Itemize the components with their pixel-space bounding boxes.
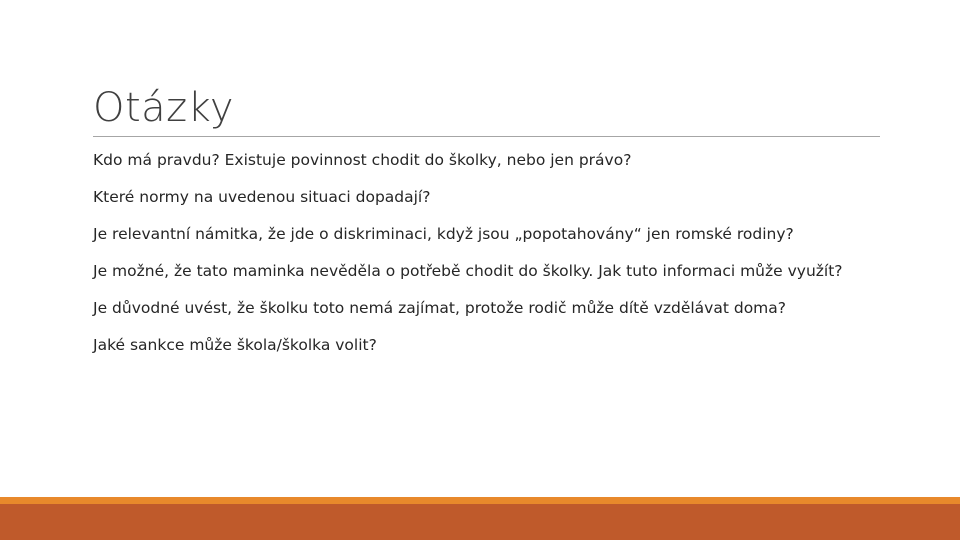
question-item: Je relevantní námitka, že jde o diskriminaci, když jsou „popotahovány“ jen romské rodiny? (93, 225, 794, 243)
question-item: Jaké sankce může škola/školka volit? (93, 336, 377, 354)
question-item: Kdo má pravdu? Existuje povinnost chodit do školky, nebo jen právo? (93, 151, 632, 169)
footer-accent-stripe (0, 497, 960, 504)
question-item: Které normy na uvedenou situaci dopadají? (93, 188, 431, 206)
footer-band (0, 504, 960, 540)
question-list (93, 150, 853, 372)
question-item: Je důvodné uvést, že školku toto nemá zajímat, protože rodič může dítě vzdělávat doma? (93, 299, 787, 317)
slide-title: Otázky (93, 85, 235, 131)
question-item: Je možné, že tato maminka nevěděla o potřebě chodit do školky. Jak tuto informaci může využít? (93, 262, 843, 280)
title-divider (93, 136, 880, 137)
